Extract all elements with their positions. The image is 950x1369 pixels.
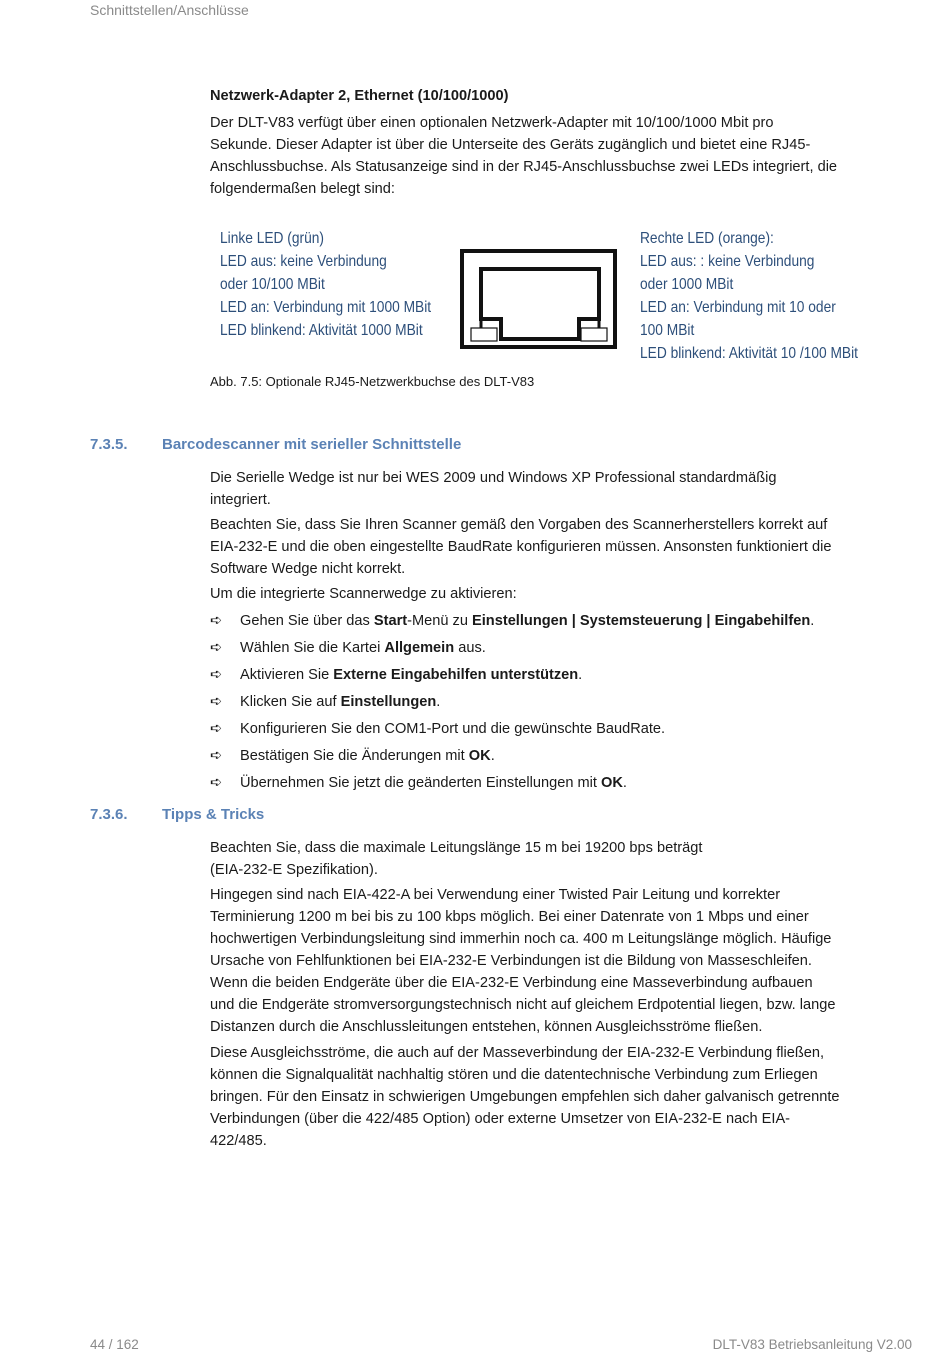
text-line: Software Wedge nicht korrekt. [210, 561, 406, 577]
section-number: 7.3.6. [90, 806, 128, 823]
text-line: bringen. Für den Einsatz in schwierigen Umgebungen empfehlen sich daher galvanisch getrennte [210, 1089, 840, 1105]
instruction-step: ➪ Klicken Sie auf Einstellungen. [210, 691, 870, 713]
tips-paragraph-3 [210, 1042, 870, 1152]
text-line: Terminierung 1200 m bei bis zu 100 kbps möglich. Bei einer Datenrate von 1 Mbps und einer [210, 909, 809, 925]
right-led-line: LED aus: : keine Verbindung [640, 253, 815, 270]
tips-paragraph-1 [210, 837, 870, 881]
left-led-line: oder 10/100 MBit [220, 276, 325, 293]
right-led-line: oder 1000 MBit [640, 276, 734, 293]
right-led-line: LED blinkend: Aktivität 10 /100 MBit [640, 345, 858, 362]
text-line: Wenn die beiden Endgeräte über die EIA-232-E Verbindung eine Masseverbindung aufbauen [210, 975, 813, 991]
figure-caption: Abb. 7.5: Optionale RJ45-Netzwerkbuchse des DLT-V83 [210, 374, 535, 389]
instruction-step: ➪ Bestätigen Sie die Änderungen mit OK. [210, 745, 870, 767]
text-line: hochwertigen Verbindungsleitung sind immerhin noch ca. 400 m Leitungslänge möglich. Häufige [210, 931, 832, 947]
right-led-indicator [581, 328, 607, 341]
right-led-line: 100 MBit [640, 322, 695, 339]
section-title: Barcodescanner mit serieller Schnittstelle [162, 436, 462, 453]
right-led-description [640, 227, 858, 365]
text-line: Der DLT-V83 verfügt über einen optionalen Netzwerk-Adapter mit 10/100/1000 Mbit pro [210, 115, 774, 131]
rj45-socket-diagram [455, 245, 625, 355]
text-line: Beachten Sie, dass die maximale Leitungslänge 15 m bei 19200 bps beträgt [210, 840, 703, 856]
text-line: integriert. [210, 492, 271, 508]
right-led-title: Rechte LED (orange): [640, 230, 774, 247]
left-led-title: Linke LED (grün) [220, 230, 325, 247]
left-led-line: LED blinkend: Aktivität 1000 MBit [220, 322, 423, 339]
text-line: und die Endgeräte stromversorgungstechnisch nicht auf gleichem Erdpotential liegen, bzw. lange [210, 997, 836, 1013]
left-led-line: LED aus: keine Verbindung [220, 253, 387, 270]
instruction-step: ➪ Konfigurieren Sie den COM1-Port und die gewünschte BaudRate. [210, 718, 870, 740]
text-line: Sekunde. Dieser Adapter ist über die Unterseite des Geräts zugänglich und bietet eine RJ45- [210, 137, 811, 153]
text-line: (EIA-232-E Spezifikation). [210, 862, 378, 878]
page-number: 44 / 162 [90, 1337, 139, 1352]
instruction-step: ➪ Aktivieren Sie Externe Eingabehilfen unterstützen. [210, 664, 870, 686]
text-line: EIA-232-E und die oben eingestellte BaudRate konfigurieren müssen. Ansonsten funktioniert die [210, 539, 832, 555]
scanner-intro: Um die integrierte Scannerwedge zu aktivieren: [210, 586, 517, 602]
instruction-step: ➪ Wählen Sie die Kartei Allgemein aus. [210, 637, 870, 659]
text-line: können die Signalqualität nachhaltig stören und die datentechnische Verbindung zum Erliegen [210, 1067, 818, 1083]
text-line: Ursache von Fehlfunktionen bei EIA-232-E Verbindungen ist die Bildung von Masseschleifen. [210, 953, 812, 969]
arrow-right-icon: ➪ [210, 667, 223, 683]
text-line: Distanzen durch die Anschlussleitungen entstehen, können Ausgleichsströme fließen. [210, 1019, 763, 1035]
tips-paragraph-2 [210, 884, 870, 1038]
text-line: folgendermaßen belegt sind: [210, 181, 395, 197]
arrow-right-icon: ➪ [210, 721, 223, 737]
text-line: Beachten Sie, dass Sie Ihren Scanner gemäß den Vorgaben des Scannerherstellers korrekt auf [210, 517, 828, 533]
scanner-paragraph-1 [210, 467, 870, 511]
left-led-description [220, 227, 431, 342]
left-led-line: LED an: Verbindung mit 1000 MBit [220, 299, 432, 316]
arrow-right-icon: ➪ [210, 694, 223, 710]
text-line: Verbindungen (über die 422/485 Option) oder externe Umsetzer von EIA-232-E nach EIA- [210, 1111, 791, 1127]
running-header: Schnittstellen/Anschlüsse [90, 2, 249, 18]
arrow-right-icon: ➪ [210, 775, 223, 791]
document-title: DLT-V83 Betriebsanleitung V2.00 [712, 1337, 912, 1352]
left-led-indicator [471, 328, 497, 341]
text-line: Anschlussbuchse. Als Statusanzeige sind in der RJ45-Anschlussbuchse zwei LEDs integriert, die [210, 159, 838, 175]
text-line: Die Serielle Wedge ist nur bei WES 2009 und Windows XP Professional standardmäßig [210, 470, 777, 486]
text-line: 422/485. [210, 1133, 267, 1149]
arrow-right-icon: ➪ [210, 613, 223, 629]
scanner-paragraph-2 [210, 514, 870, 580]
adapter-heading: Netzwerk-Adapter 2, Ethernet (10/100/1000) [210, 88, 509, 104]
section-number: 7.3.5. [90, 436, 128, 453]
adapter-paragraph [210, 112, 870, 200]
arrow-right-icon: ➪ [210, 640, 223, 656]
text-line: Diese Ausgleichsströme, die auch auf der Masseverbindung der EIA-232-E Verbindung fließen, [210, 1045, 825, 1061]
arrow-right-icon: ➪ [210, 748, 223, 764]
text-line: Hingegen sind nach EIA-422-A bei Verwendung einer Twisted Pair Leitung und korrekter [210, 887, 781, 903]
right-led-line: LED an: Verbindung mit 10 oder [640, 299, 836, 316]
instruction-step: ➪ Übernehmen Sie jetzt die geänderten Einstellungen mit OK. [210, 772, 870, 794]
instruction-step: ➪ Gehen Sie über das Start-Menü zu Einstellungen | Systemsteuerung | Eingabehilfen. [210, 610, 870, 632]
section-title: Tipps & Tricks [162, 806, 265, 823]
